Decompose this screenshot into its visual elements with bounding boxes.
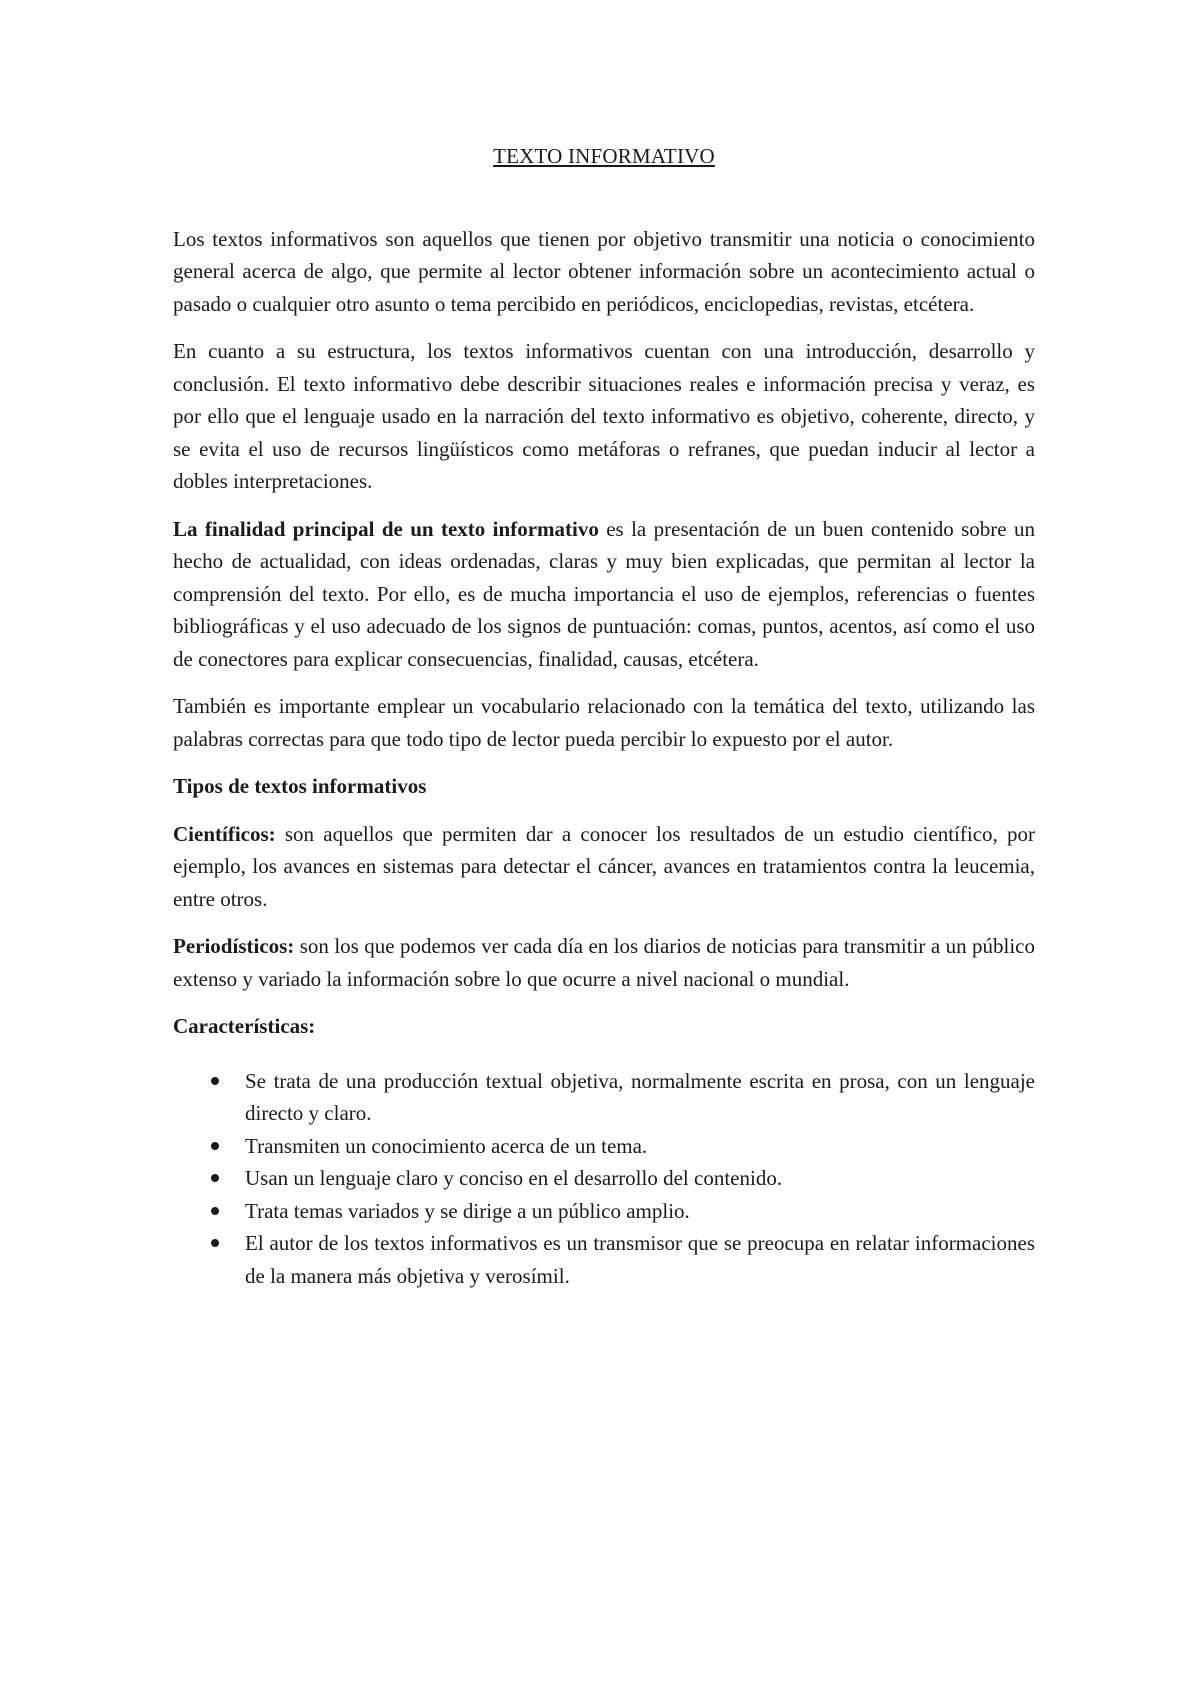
bullet-icon [211, 1174, 219, 1182]
list-item [173, 1130, 1035, 1163]
list-item-text: Transmiten un conocimiento acerca de un tema. [245, 1133, 648, 1158]
list-item [173, 1195, 1035, 1228]
paragraph-definition: Los textos informativos son aquellos que tienen por objetivo transmitir una noticia o conocimiento general acerca de algo, que permite al lector obtener información sobre un acontecimiento actual o pasado o cualquier otro asunto o tema percibido en periódicos, enciclopedias, revistas, etcétera. [173, 226, 1035, 316]
characteristics-heading: Características: [173, 1014, 316, 1038]
journalistic-text: son los que podemos ver cada día en los diarios de noticias para transmitir a un público extenso y variado la información sobre lo que ocurre a nivel nacional o mundial. [173, 934, 1035, 991]
list-item-text: Usan un lenguaje claro y conciso en el desarrollo del contenido. [245, 1166, 783, 1190]
list-item-text: Trata temas variados y se dirige a un público amplio. [245, 1198, 690, 1223]
list-item-text: El autor de los textos informativos es un transmisor que se preocupa en relatar informaciones de la manera más objetiva y verosímil. [245, 1231, 1035, 1288]
bullet-icon [211, 1207, 219, 1215]
characteristics-list [173, 1065, 1035, 1293]
paragraph-scientific [173, 818, 1035, 916]
document-body [173, 140, 1035, 1292]
list-item [173, 1162, 1035, 1195]
paragraph-structure: En cuanto a su estructura, los textos informativos cuentan con una introducción, desarrollo y conclusión. El texto informativo debe describir situaciones reales e información precisa y veraz, es por ello que el lenguaje usado en la narración del texto informativo es objetivo, coherente, directo, y se evita el uso de recursos lingüísticos como metáforas o refranes, que puedan inducir al lector a dobles interpretaciones. [173, 339, 1035, 493]
list-item-text: Se trata de una producción textual objetiva, normalmente escrita en prosa, con un lenguaje directo y claro. [245, 1068, 1035, 1125]
list-item [173, 1227, 1035, 1292]
scientific-text: son aquellos que permiten dar a conocer los resultados de un estudio científico, por ejemplo, los avances en sistemas para detectar el cáncer, avances en tratamientos contra la leucemia, entre otros. [173, 821, 1035, 911]
bullet-icon [211, 1077, 219, 1085]
paragraph-vocabulary: También es importante emplear un vocabulario relacionado con la temática del texto, utilizando las palabras correctas para que todo tipo de lector pueda percibir lo expuesto por el autor. [173, 694, 1035, 751]
paragraph-purpose [173, 513, 1035, 676]
bullet-icon [211, 1239, 219, 1247]
bullet-icon [211, 1142, 219, 1150]
document-title: TEXTO INFORMATIVO [493, 144, 715, 168]
purpose-text: es la presentación de un buen contenido sobre un hecho de actualidad, con ideas ordenadas, claras y muy bien explicadas, que permitan al lector la comprensión del texto. Por ello, es de mucha importancia el uso de ejemplos, referencias o fuentes bibliográficas y el uso adecuado de los signos de puntuación: comas, puntos, acentos, así como el uso de conectores para explicar consecuencias, finalidad, causas, etcétera. [173, 516, 1035, 671]
purpose-bold-lead: La finalidad principal de un texto informativo [173, 516, 599, 541]
scientific-label: Científicos: [173, 821, 276, 846]
journalistic-label: Periodísticos: [173, 934, 295, 958]
types-heading: Tipos de textos informativos [173, 774, 427, 798]
paragraph-journalistic [173, 930, 1035, 995]
list-item [173, 1065, 1035, 1130]
